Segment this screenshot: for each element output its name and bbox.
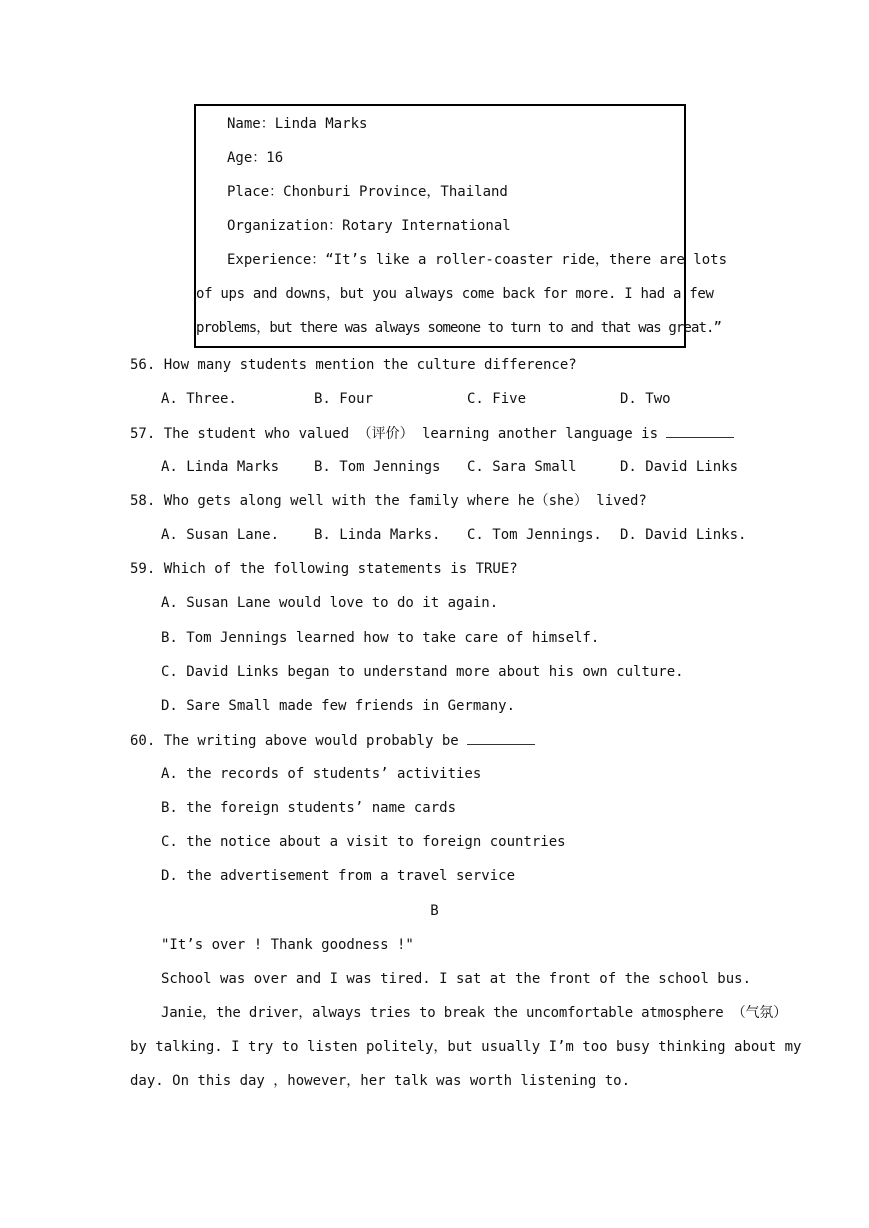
question-60-option-d: D. the advertisement from a travel service	[161, 868, 516, 884]
section-heading: B	[430, 903, 439, 919]
answer-blank	[666, 423, 734, 438]
profile-organization: Organization：Rotary International	[227, 218, 511, 234]
answer-blank	[467, 730, 535, 745]
question-60-option-a: A. the records of students’ activities	[161, 766, 482, 782]
question-58-option-a: A. Susan Lane.	[161, 527, 280, 543]
question-57-stem: 57. The student who valued （评价） learning another language is	[130, 426, 659, 442]
question-58-option-c: C. Tom Jennings.	[467, 527, 602, 543]
question-57-row	[130, 423, 734, 444]
question-57-option-d: D. David Links	[620, 459, 739, 475]
profile-name: Name：Linda Marks	[227, 116, 368, 132]
question-57-option-a: A. Linda Marks	[161, 459, 280, 475]
question-58-stem: 58. Who gets along well with the family where he（she） lived?	[130, 493, 647, 509]
question-59-option-d: D. Sare Small made few friends in Germany.	[161, 698, 516, 714]
question-57-option-b: B. Tom Jennings	[314, 459, 441, 475]
question-56-option-c: C. Five	[467, 391, 527, 407]
profile-age: Age：16	[227, 150, 284, 166]
question-56-option-a: A. Three.	[161, 391, 237, 407]
profile-experience-line-3: problems，but there was always someone to turn to and that was great.”	[196, 320, 722, 336]
passage-paragraph-2: School was over and I was tired. I sat at the front of the school bus.	[161, 971, 752, 987]
passage-paragraph-3-line-3: day. On this day ，however，her talk was worth listening to.	[130, 1073, 631, 1089]
question-56-stem: 56. How many students mention the culture difference?	[130, 357, 577, 373]
question-56-option-b: B. Four	[314, 391, 374, 407]
question-57-option-c: C. Sara Small	[467, 459, 577, 475]
question-59-stem: 59. Which of the following statements is TRUE?	[130, 561, 518, 577]
question-56-option-d: D. Two	[620, 391, 671, 407]
question-60-option-b: B. the foreign students’ name cards	[161, 800, 457, 816]
question-60-row	[130, 730, 535, 751]
question-59-option-b: B. Tom Jennings learned how to take care of himself.	[161, 630, 600, 646]
profile-place: Place：Chonburi Province，Thailand	[227, 184, 508, 200]
question-59-option-c: C. David Links began to understand more about his own culture.	[161, 664, 684, 680]
question-60-stem: 60. The writing above would probably be	[130, 733, 459, 749]
question-60-option-c: C. the notice about a visit to foreign countries	[161, 834, 566, 850]
passage-paragraph-3-line-2: by talking. I try to listen politely，but usually I’m too busy thinking about my	[130, 1039, 802, 1055]
passage-paragraph-1: "It’s over ! Thank goodness !"	[161, 937, 414, 953]
profile-experience-line-1: Experience：“It’s like a roller-coaster ride，there are lots	[227, 252, 728, 268]
passage-paragraph-3-line-1: Janie，the driver，always tries to break the uncomfortable atmosphere （气氛）	[161, 1005, 787, 1021]
question-58-option-d: D. David Links.	[620, 527, 747, 543]
question-59-option-a: A. Susan Lane would love to do it again.	[161, 595, 499, 611]
profile-experience-line-2: of ups and downs，but you always come back for more. I had a few	[196, 286, 714, 302]
question-58-option-b: B. Linda Marks.	[314, 527, 441, 543]
